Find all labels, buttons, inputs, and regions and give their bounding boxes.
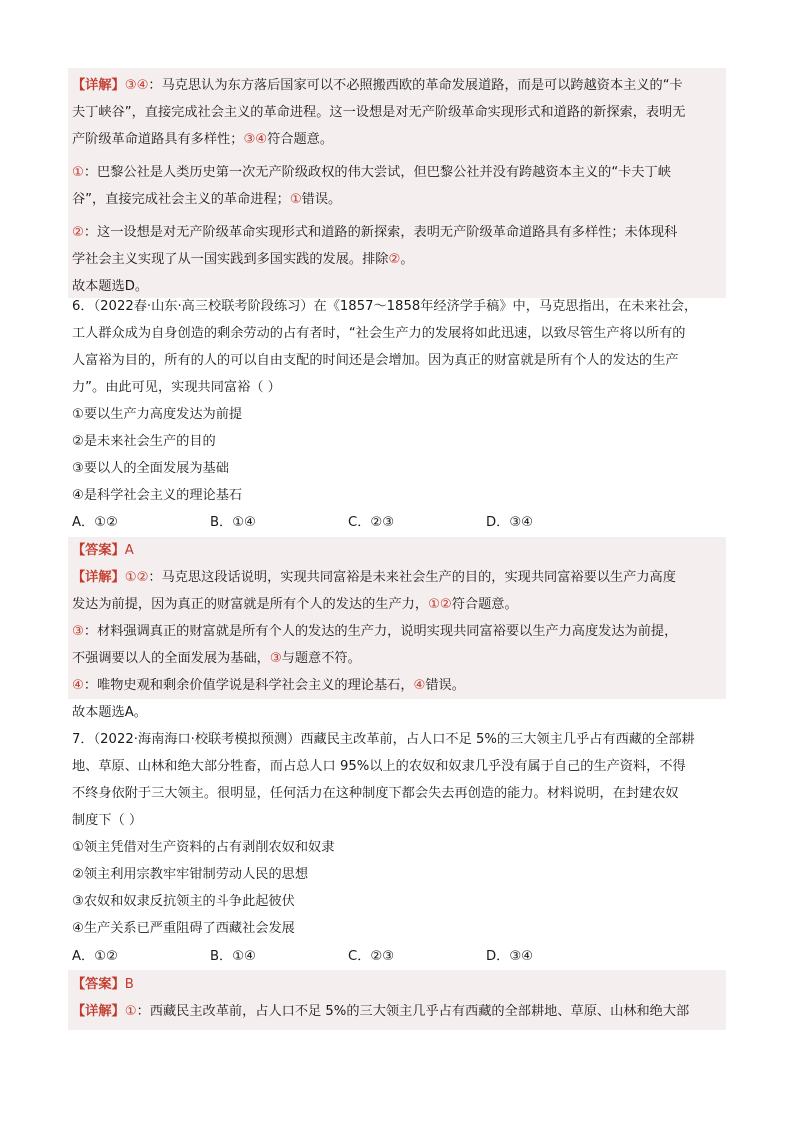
q6-explain-line-2: 发达为前提，因为真正的财富就是所有个人的发达的生产力，①②符合题意。 xyxy=(72,597,518,612)
q6-explain-line-5: ④：唯物史观和剩余价值学说是科学社会主义的理论基石，④错误。 xyxy=(72,678,465,693)
option-mark: ① xyxy=(72,165,84,180)
q5-explain-line-3: 产阶级革命道路具有多样性；③④符合题意。 xyxy=(72,132,334,147)
q7-stem-line-1: 7．（2022·海南海口·校联考模拟预测）西藏民主改革前，占人口不足 5%的三大领主几乎占有西藏的全部耕 xyxy=(72,732,695,747)
option-mark: ③④ xyxy=(243,132,268,147)
option-a: A．①② xyxy=(72,949,118,964)
option-mark: ③ xyxy=(269,651,282,666)
q6-stem-line-1: 6．（2022春·山东·高三校联考阶段练习）在《1857～1858年经济学手稿》中，马克思指出，在未来社会， xyxy=(72,299,698,314)
option-mark: ③ xyxy=(72,624,84,639)
q7-item-4: ④生产关系已严重阻碍了西藏社会发展 xyxy=(72,921,295,936)
q6-conclusion: 故本题选A。 xyxy=(72,705,147,720)
option-d: D．③④ xyxy=(486,515,533,530)
q6-item-2: ②是未来社会生产的目的 xyxy=(72,434,216,449)
q6-options xyxy=(72,509,726,536)
q5-explain-line-1: 【详解】③④：马克思认为东方落后国家可以不必照搬西欧的革命发展道路，而是可以跨越资本主义的“卡 xyxy=(72,78,683,93)
q7-item-2: ②领主利用宗教牢牢钳制劳动人民的思想 xyxy=(72,867,309,882)
answer-tag: 【答案】 xyxy=(72,977,125,992)
option-c: C．②③ xyxy=(348,515,395,530)
q5-explain-line-2: 夫丁峡谷”，直接完成社会主义的革命进程。这一设想是对无产阶级革命实现形式和道路的新探索，表明无 xyxy=(72,105,686,120)
q5-explain-line-7: 学社会主义实现了从一国实践到多国实践的发展。排除②。 xyxy=(72,252,414,267)
q6-stem-line-2: 工人群众成为自身创造的剩余劳动的占有者时，“社会生产力的发展将如此迅速，以致尽管生产将以所有的 xyxy=(72,326,686,341)
q6-answer xyxy=(72,537,726,564)
q6-stem-line-3: 人富裕为目的，所有的人的可以自由支配的时间还是会增加。因为真正的财富就是所有个人的发达的生产 xyxy=(72,353,679,368)
q5-explain-line-6: ②：这一设想是对无产阶级革命实现形式和道路的新探索，表明无产阶级革命道路具有多样性；未体现科 xyxy=(72,225,678,240)
q6-item-3: ③要以人的全面发展为基础 xyxy=(72,461,229,476)
explain-tag: 【详解】 xyxy=(72,1004,125,1019)
q5-conclusion: 故本题选D。 xyxy=(72,279,149,294)
option-mark: ④ xyxy=(413,678,426,693)
option-mark: ② xyxy=(388,252,401,267)
q7-stem-line-3: 不终身依附于三大领主。很明显，任何活力在这种制度下都会失去再创造的能力。材料说明，在封建农奴 xyxy=(72,786,679,801)
option-c: C．②③ xyxy=(348,949,395,964)
option-mark: ①② xyxy=(428,597,452,612)
option-mark: ② xyxy=(72,225,84,240)
q6-explain-line-4: 不强调要以人的全面发展为基础，③与题意不符。 xyxy=(72,651,361,666)
answer-value: A xyxy=(124,543,134,558)
q7-item-1: ①领主凭借对生产资料的占有剥削农奴和奴隶 xyxy=(72,840,335,855)
q7-item-3: ③农奴和奴隶反抗领主的斗争此起彼伏 xyxy=(72,894,295,909)
q6-explain-line-3: ③：材料强调真正的财富就是所有个人的发达的生产力，说明实现共同富裕要以生产力高度发达为前提， xyxy=(72,624,678,639)
q6-item-1: ①要以生产力高度发达为前提 xyxy=(72,407,243,422)
explain-tag: 【详解】 xyxy=(72,570,125,585)
option-mark: ① xyxy=(124,1004,137,1019)
q5-explain-line-5: 谷”，直接完成社会主义的革命进程；①错误。 xyxy=(72,192,342,207)
q5-explain-line-4: ①：巴黎公社是人类历史第一次无产阶级政权的伟大尝试，但巴黎公社并没有跨越资本主义的“卡夫丁峡 xyxy=(72,165,671,180)
q7-stem-line-4: 制度下（ ） xyxy=(72,813,143,828)
option-mark: ①② xyxy=(124,570,149,585)
option-b: B．①④ xyxy=(210,949,256,964)
q6-stem-line-4: 力”。由此可见，实现共同富裕（ ） xyxy=(72,380,281,395)
q7-answer xyxy=(72,971,726,998)
answer-tag: 【答案】 xyxy=(72,543,125,558)
q7-stem-line-2: 地、草原、山林和绝大部分牲畜，而占总人口 95%以上的农奴和奴隶几乎没有属于自己的生产资料，不得 xyxy=(72,759,686,774)
q6-item-4: ④是科学社会主义的理论基石 xyxy=(72,488,243,503)
option-mark: ③④ xyxy=(124,78,149,93)
answer-value: B xyxy=(124,977,134,992)
option-d: D．③④ xyxy=(486,949,533,964)
option-b: B．①④ xyxy=(210,515,256,530)
option-a: A．①② xyxy=(72,515,118,530)
q7-options xyxy=(72,943,726,970)
option-mark: ④ xyxy=(72,678,84,693)
q7-explain-line-1: 【详解】①：西藏民主改革前，占人口不足 5%的三大领主几乎占有西藏的全部耕地、草原、山林和绝大部 xyxy=(72,1004,690,1019)
explain-tag: 【详解】 xyxy=(72,78,125,93)
option-mark: ① xyxy=(289,192,302,207)
q6-explain-line-1: 【详解】①②：马克思这段话说明，实现共同富裕是未来社会生产的目的，实现共同富裕要以生产力高度 xyxy=(72,570,676,585)
